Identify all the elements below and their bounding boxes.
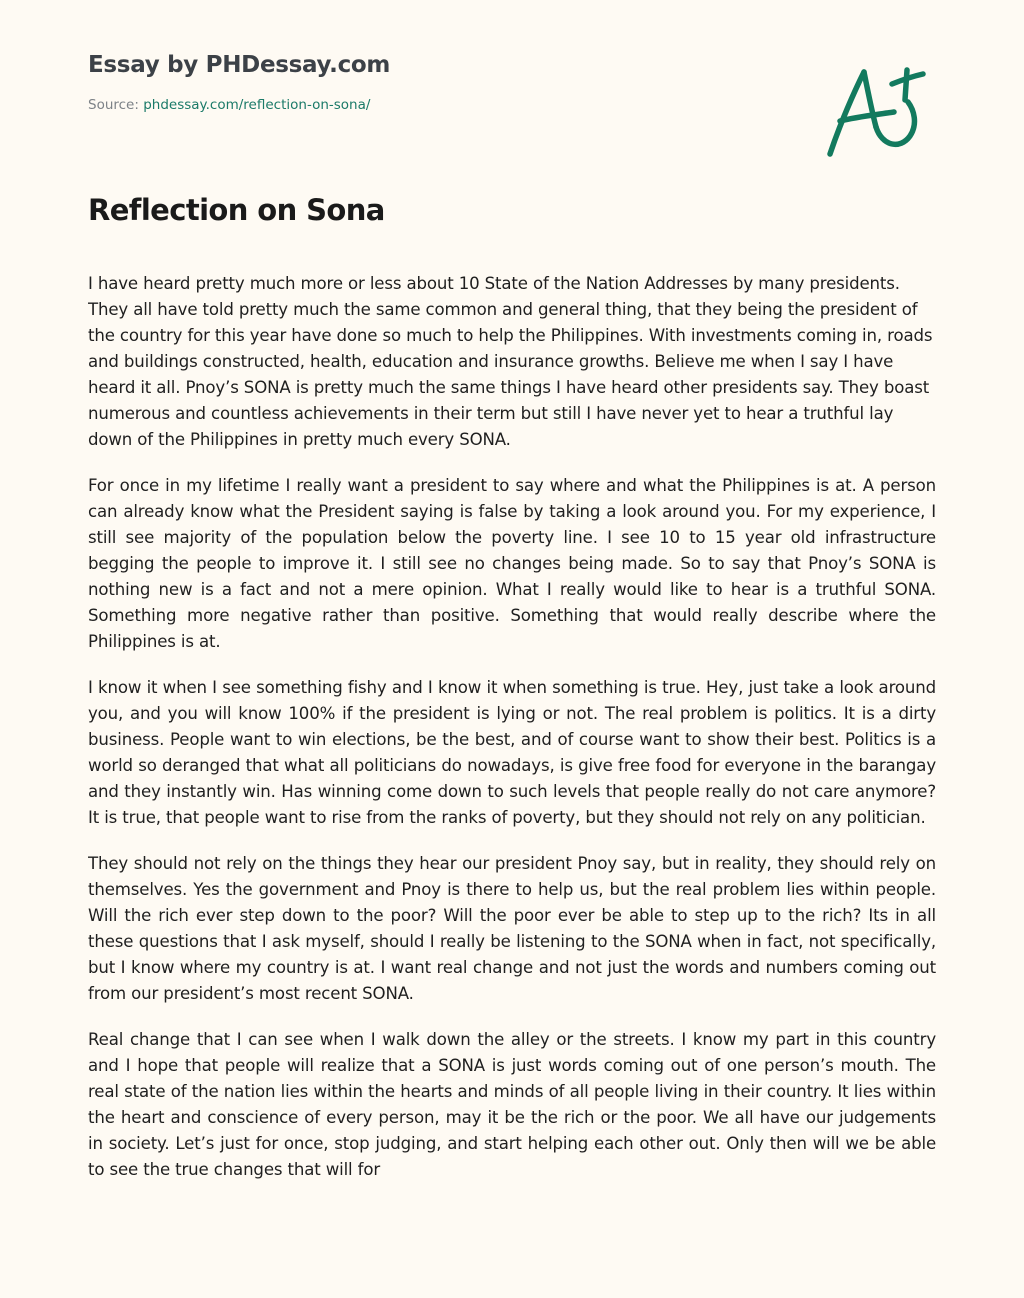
a-plus-grade-icon: [822, 62, 932, 162]
essay-paragraph: They should not rely on the things they hear our president Pnoy say, but in reality, they should rely on themselves. Yes the government and Pnoy is there to help us, but the real problem lies within people. Will the rich ever step down to the poor? Will the poor ever be able to step up to the rich? Its in all these questions that I ask myself, should I really be listening to the SONA when in fact, not specifically, but I know where my country is at. I want real change and not just the words and numbers coming out from our president’s most recent SONA.: [88, 854, 936, 1003]
source-label: Source:: [88, 97, 144, 113]
page-header: [88, 48, 390, 114]
brand-title: Essay by PHDessay.com: [88, 52, 391, 78]
essay-paragraph: Real change that I can see when I walk down the alley or the streets. I know my part in this country and I hope that people will realize that a SONA is just words coming out of one person’s mouth. The real state of the nation lies within the hearts and minds of all people living in their country. It lies within the heart and conscience of every person, may it be the rich or the poor. We all have our judgements in society. Let’s just for once, stop judging, and start helping each other out. Only then will we be able to see the true changes that will for: [88, 1030, 936, 1179]
essay-title: Reflection on Sona: [88, 193, 385, 227]
essay-paragraph: I have heard pretty much more or less about 10 State of the Nation Addresses by many presidents. They all have told pretty much the same common and general thing, that they being the president of the country for this year have done so much to help the Philippines. With investments coming in, roads and buildings constructed, health, education and insurance growths. Believe me when I say I have heard it all. Pnoy’s SONA is pretty much the same things I have heard other presidents say. They boast numerous and countless achievements in their term but still I have never yet to hear a truthful lay down of the Philippines in pretty much every SONA.: [88, 274, 933, 449]
essay-paragraph: For once in my lifetime I really want a president to say where and what the Philippines is at. A person can already know what the President saying is false by taking a look around you. For my experience, I still see majority of the population below the poverty line. I see 10 to 15 year old infrastructure begging the people to improve it. I still see no changes being made. So to say that Pnoy’s SONA is nothing new is a fact and not a mere opinion. What I really would like to hear is a truthful SONA. Something more negative rather than positive. Something that would really describe where the Philippines is at.: [88, 476, 936, 651]
essay-body: [88, 271, 936, 1250]
essay-paragraph: I know it when I see something fishy and I know it when something is true. Hey, just take a look around you, and you will know 100% if the president is lying or not. The real problem is politics. It is a dirty business. People want to win elections, be the best, and of course want to show their best. Politics is a world so deranged that what all politicians do nowadays, is give free food for everyone in the barangay and they instantly win. Has winning come down to such levels that people really do not care anymore? It is true, that people want to rise from the ranks of poverty, but they should not rely on any politician.: [88, 678, 936, 827]
source-line: [88, 96, 390, 114]
source-link[interactable]: phdessay.com/reflection-on-sona/: [143, 97, 371, 113]
